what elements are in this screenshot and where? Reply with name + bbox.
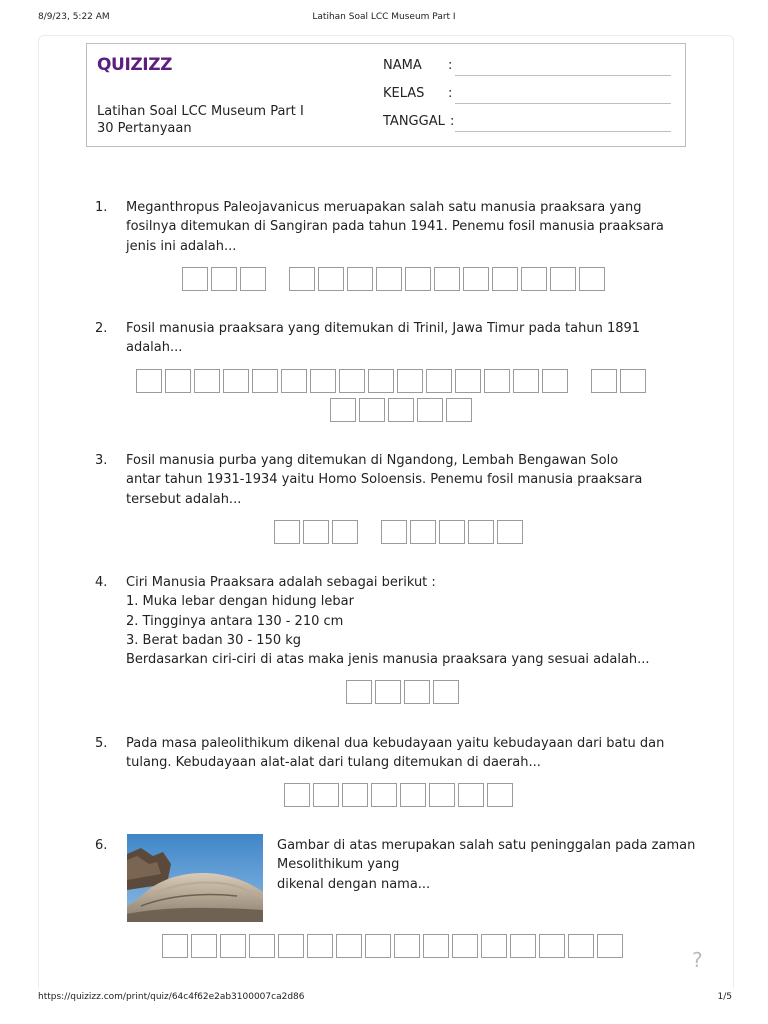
answer-letter-box[interactable]	[375, 680, 401, 704]
answer-letter-box[interactable]	[194, 369, 220, 393]
answer-letter-box[interactable]	[220, 934, 246, 958]
name-colon: :	[448, 58, 453, 73]
name-field	[383, 58, 675, 76]
word-gap	[571, 369, 591, 393]
answer-letter-box[interactable]	[252, 369, 278, 393]
class-colon: :	[448, 86, 453, 101]
answer-letter-box[interactable]	[365, 934, 391, 958]
answer-letter-box[interactable]	[513, 369, 539, 393]
answer-boxes[interactable]	[182, 267, 608, 293]
answer-letter-box[interactable]	[510, 934, 536, 958]
question-line: Gambar di atas merupakan salah satu peninggalan pada zaman	[277, 838, 696, 853]
answer-letter-box[interactable]	[487, 783, 513, 807]
answer-letter-box[interactable]	[182, 267, 208, 291]
answer-letter-box[interactable]	[434, 267, 460, 291]
answer-letter-box[interactable]	[400, 783, 426, 807]
answer-letter-box[interactable]	[410, 520, 436, 544]
question-line: adalah...	[126, 340, 183, 356]
answer-letter-box[interactable]	[484, 369, 510, 393]
quiz-title: Latihan Soal LCC Museum Part I	[97, 104, 304, 119]
answer-letter-box[interactable]	[492, 267, 518, 291]
question-text	[126, 319, 666, 358]
question-line: Fosil manusia praaksara yang ditemukan di Trinil, Jawa Timur pada tahun 1891	[126, 321, 641, 336]
question-number: 4.	[95, 575, 108, 590]
answer-letter-box[interactable]	[376, 267, 402, 291]
question-line: tersebut adalah...	[126, 491, 242, 507]
answer-letter-box[interactable]	[223, 369, 249, 393]
answer-letter-box[interactable]	[452, 934, 478, 958]
class-field	[383, 86, 675, 104]
answer-letter-box[interactable]	[426, 369, 452, 393]
answer-letter-box[interactable]	[429, 783, 455, 807]
answer-letter-box[interactable]	[455, 369, 481, 393]
answer-boxes[interactable]	[346, 680, 462, 706]
question-text	[126, 734, 666, 773]
answer-boxes[interactable]	[284, 783, 516, 809]
answer-letter-box[interactable]	[281, 369, 307, 393]
answer-letter-box[interactable]	[468, 520, 494, 544]
answer-letter-box[interactable]	[336, 934, 362, 958]
answer-letter-box[interactable]	[433, 680, 459, 704]
answer-letter-box[interactable]	[371, 783, 397, 807]
answer-letter-box[interactable]	[347, 267, 373, 291]
answer-boxes[interactable]	[136, 369, 649, 395]
question-mark-icon[interactable]: ?	[692, 948, 703, 972]
answer-letter-box[interactable]	[458, 783, 484, 807]
question-line: antar tahun 1931-1934 yaitu Homo Soloensis. Penemu fosil manusia praaksara	[126, 472, 643, 488]
answer-letter-box[interactable]	[591, 369, 617, 393]
answer-letter-box[interactable]	[417, 398, 443, 422]
answer-letter-box[interactable]	[289, 267, 315, 291]
answer-letter-box[interactable]	[423, 934, 449, 958]
answer-letter-box[interactable]	[332, 520, 358, 544]
print-header	[0, 12, 768, 26]
answer-letter-box[interactable]	[405, 267, 431, 291]
quiz-header-box	[86, 43, 686, 147]
question-number: 3.	[95, 453, 108, 468]
answer-boxes[interactable]	[330, 398, 475, 424]
answer-letter-box[interactable]	[439, 520, 465, 544]
question-line: 1. Muka lebar dengan hidung lebar	[126, 594, 354, 610]
answer-boxes[interactable]	[162, 934, 626, 960]
answer-letter-box[interactable]	[359, 398, 385, 422]
question-6-text	[277, 836, 707, 894]
answer-letter-box[interactable]	[330, 398, 356, 422]
answer-letter-box[interactable]	[165, 369, 191, 393]
question-text	[126, 198, 666, 256]
question-number: 1.	[95, 200, 108, 215]
question-line: fosilnya ditemukan di Sangiran pada tahun 1941. Penemu fosil manusia praaksara	[126, 219, 664, 235]
svg-text:QUIZIZZ: QUIZIZZ	[97, 55, 173, 75]
date-line[interactable]	[455, 131, 671, 132]
answer-letter-box[interactable]	[481, 934, 507, 958]
answer-letter-box[interactable]	[278, 934, 304, 958]
answer-letter-box[interactable]	[303, 520, 329, 544]
answer-letter-box[interactable]	[521, 267, 547, 291]
answer-letter-box[interactable]	[568, 934, 594, 958]
class-line[interactable]	[455, 103, 671, 104]
answer-letter-box[interactable]	[446, 398, 472, 422]
question-number: 2.	[95, 321, 108, 336]
answer-letter-box[interactable]	[463, 267, 489, 291]
answer-letter-box[interactable]	[310, 369, 336, 393]
question-line: Ciri Manusia Praaksara adalah sebagai berikut :	[126, 575, 436, 590]
answer-letter-box[interactable]	[346, 680, 372, 704]
question-line: Meganthropus Paleojavanicus meruapakan salah satu manusia praaksara yang	[126, 200, 642, 215]
question-line: 2. Tingginya antara 130 - 210 cm	[126, 613, 344, 629]
question-line: Mesolithikum yang	[277, 857, 400, 873]
print-footer	[0, 992, 768, 1006]
print-url: https://quizizz.com/print/quiz/64c4f62e2ab3100007ca2d86	[38, 992, 305, 1002]
answer-letter-box[interactable]	[136, 369, 162, 393]
question-text	[126, 573, 666, 669]
question-number: 5.	[95, 736, 108, 751]
question-line: Berdasarkan ciri-ciri di atas maka jenis manusia praaksara yang sesuai adalah...	[126, 652, 650, 668]
question-line: 3. Berat badan 30 - 150 kg	[126, 632, 302, 648]
question-number: 6.	[95, 838, 108, 853]
answer-letter-box[interactable]	[550, 267, 576, 291]
question-count: 30 Pertanyaan	[97, 121, 192, 136]
word-gap	[361, 520, 381, 544]
answer-letter-box[interactable]	[313, 783, 339, 807]
question-line: tulang. Kebudayaan alat-alat dari tulang ditemukan di daerah...	[126, 755, 541, 771]
answer-letter-box[interactable]	[579, 267, 605, 291]
answer-letter-box[interactable]	[539, 934, 565, 958]
answer-letter-box[interactable]	[368, 369, 394, 393]
question-line: jenis ini adalah...	[126, 238, 237, 254]
answer-letter-box[interactable]	[394, 934, 420, 958]
class-label: KELAS	[383, 86, 425, 101]
date-field	[383, 114, 675, 132]
answer-letter-box[interactable]	[620, 369, 646, 393]
answer-letter-box[interactable]	[162, 934, 188, 958]
question-text	[126, 451, 666, 509]
word-gap	[269, 267, 289, 291]
date-label: TANGGAL	[383, 114, 445, 129]
answer-letter-box[interactable]	[342, 783, 368, 807]
answer-letter-box[interactable]	[597, 934, 623, 958]
quizizz-logo	[97, 51, 187, 77]
answer-letter-box[interactable]	[240, 267, 266, 291]
print-title: Latihan Soal LCC Museum Part I	[312, 12, 456, 22]
answer-letter-box[interactable]	[307, 934, 333, 958]
answer-letter-box[interactable]	[388, 398, 414, 422]
question-line: Fosil manusia purba yang ditemukan di Ngandong, Lembah Bengawan Solo	[126, 453, 619, 468]
answer-letter-box[interactable]	[318, 267, 344, 291]
answer-letter-box[interactable]	[284, 783, 310, 807]
answer-letter-box[interactable]	[542, 369, 568, 393]
answer-letter-box[interactable]	[497, 520, 523, 544]
answer-letter-box[interactable]	[191, 934, 217, 958]
answer-letter-box[interactable]	[339, 369, 365, 393]
print-datetime: 8/9/23, 5:22 AM	[38, 12, 110, 22]
name-label: NAMA	[383, 58, 422, 73]
question-line: Pada masa paleolithikum dikenal dua kebudayaan yaitu kebudayaan dari batu dan	[126, 736, 665, 751]
answer-letter-box[interactable]	[404, 680, 430, 704]
answer-letter-box[interactable]	[211, 267, 237, 291]
answer-boxes[interactable]	[274, 520, 526, 546]
answer-letter-box[interactable]	[397, 369, 423, 393]
question-line: dikenal dengan nama...	[277, 876, 431, 892]
answer-letter-box[interactable]	[381, 520, 407, 544]
date-colon: :	[450, 114, 455, 129]
name-line[interactable]	[455, 75, 671, 76]
print-page-number: 1/5	[717, 992, 732, 1002]
rock-shell-mound-image	[127, 834, 263, 922]
answer-letter-box[interactable]	[274, 520, 300, 544]
answer-letter-box[interactable]	[249, 934, 275, 958]
